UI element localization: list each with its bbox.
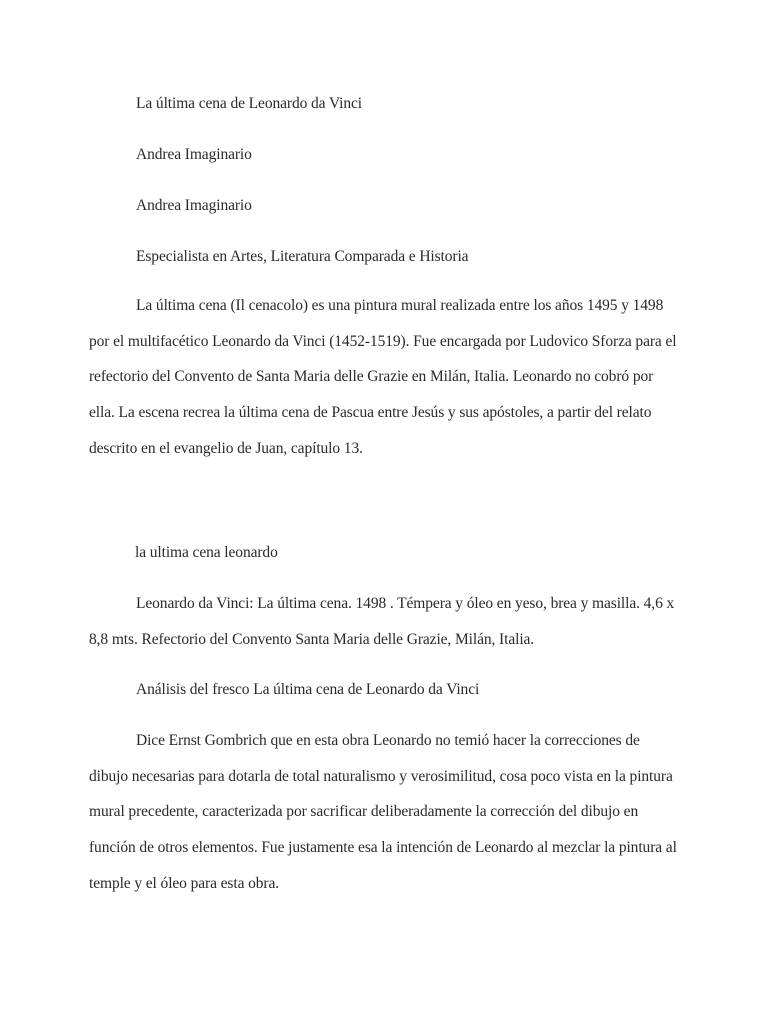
author-name: Andrea Imaginario [136, 146, 252, 163]
image-caption: Leonardo da Vinci: La última cena. 1498 . Témpera y óleo en yeso, brea y masilla. 4,6 x 8,8 mts. Refectorio del Convento Santa Maria delle Grazie, Milán, Italia. [89, 595, 675, 648]
analysis-paragraph: Dice Ernst Gombrich que en esta obra Leonardo no temió hacer la correcciones de dibujo necesarias para dotarla de total naturalismo y verosimilitud, cosa poco vista en la pintura mural precedente, caracterizada por sacrificar deliberadamente la corrección del dibujo en función de otros elementos. Fue justamente esa la intención de Leonardo al mezclar la pintura al temple y el óleo para esta obra. [89, 732, 677, 892]
author-role: Especialista en Artes, Literatura Comparada e Historia [136, 248, 469, 265]
intro-paragraph: La última cena (Il cenacolo) es una pintura mural realizada entre los años 1495 y 1498 por el multifacético Leonardo da Vinci (1452-1519). Fue encargada por Ludovico Sforza para el refectorio del Convento de Santa Maria delle Grazie en Milán, Italia. Leonardo no cobró por ella. La escena recrea la última cena de Pascua entre Jesús y sus apóstoles, a partir del relato descrito en el evangelio de Juan, capítulo 13. [89, 297, 677, 457]
author-name-repeat: Andrea Imaginario [136, 197, 252, 214]
image-label: la ultima cena leonardo [135, 544, 278, 561]
section-heading: Análisis del fresco La última cena de Leonardo da Vinci [136, 681, 480, 698]
document-title: La última cena de Leonardo da Vinci [136, 95, 362, 112]
